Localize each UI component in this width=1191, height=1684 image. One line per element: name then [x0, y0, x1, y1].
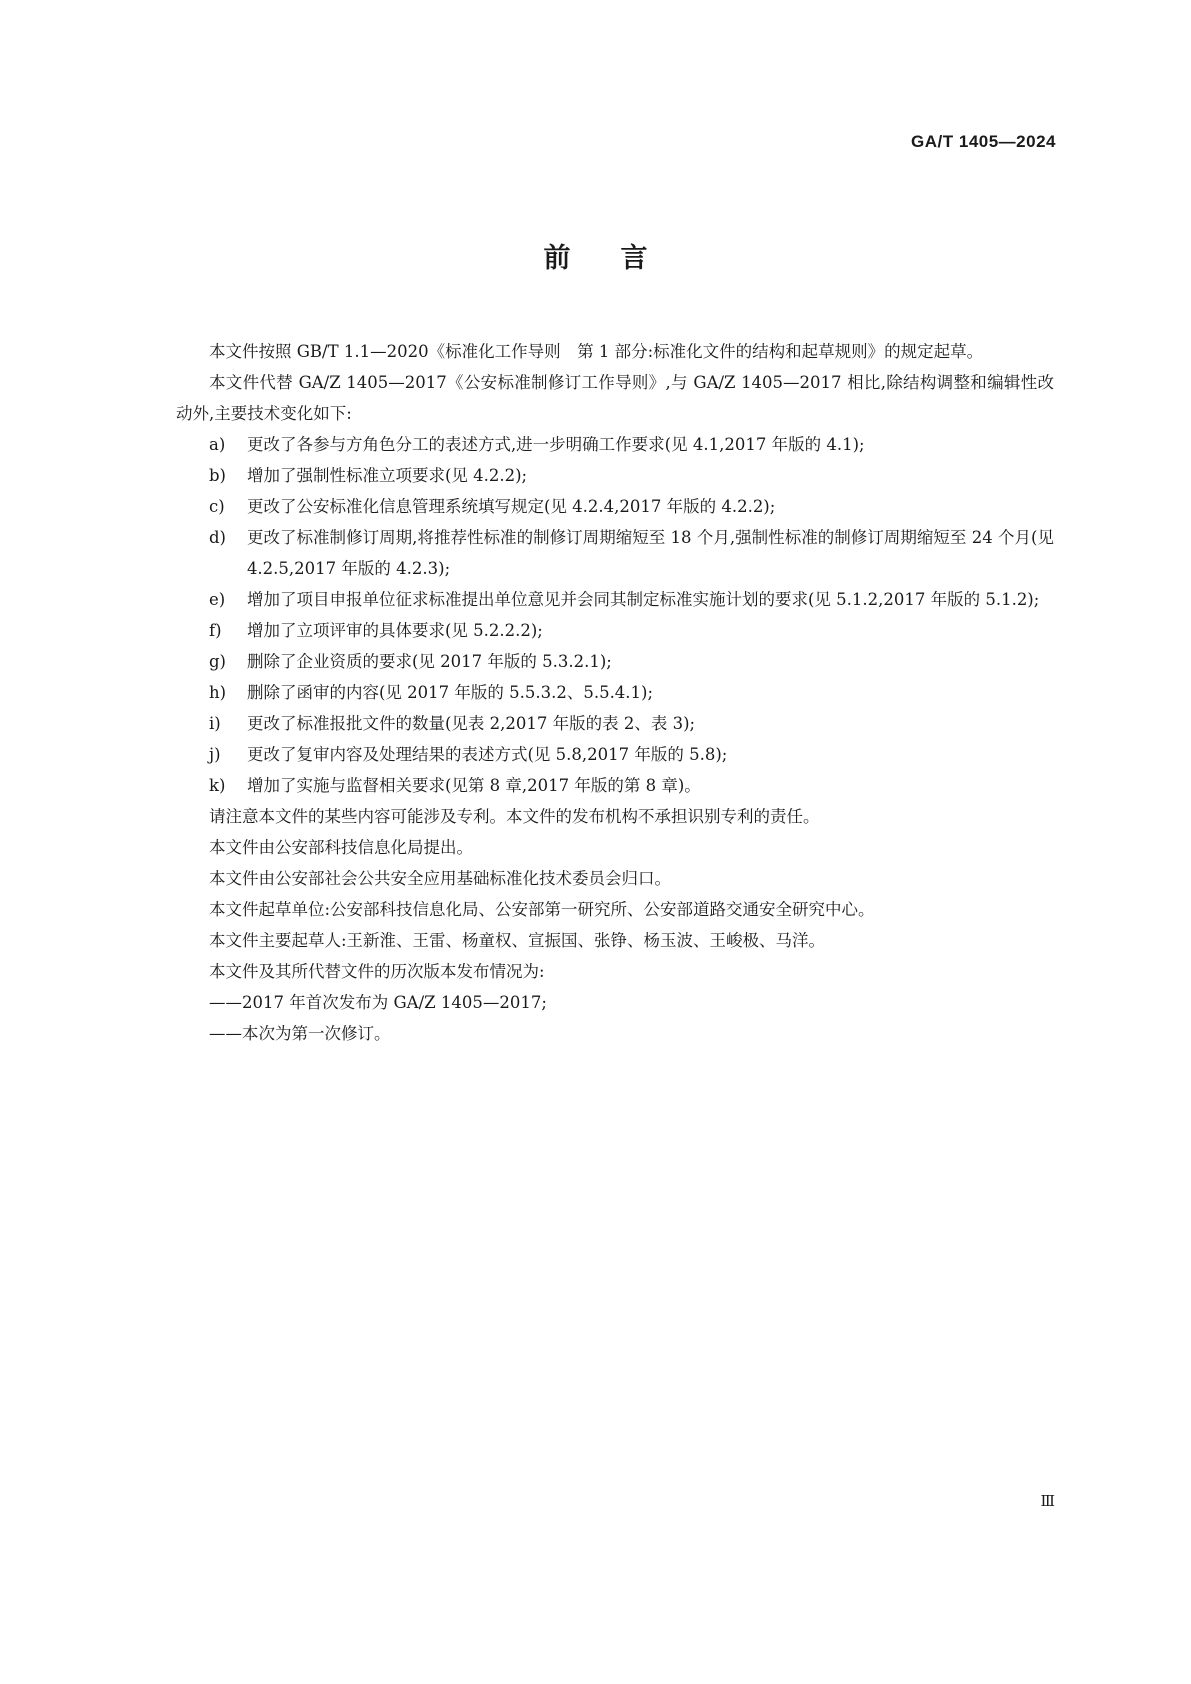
- list-text: 更改了公安标准化信息管理系统填写规定(见 4.2.4,2017 年版的 4.2.2);: [246, 497, 776, 516]
- list-item: [176, 646, 1054, 677]
- list-item: [176, 708, 1054, 739]
- paragraph-drafting-rule: 本文件按照 GB/T 1.1—2020《标准化工作导则 第 1 部分:标准化文件的结构和起草规则》的规定起草。: [209, 342, 984, 361]
- list-marker: i): [209, 714, 221, 733]
- list-marker: g): [209, 652, 226, 671]
- list-item: [176, 677, 1054, 708]
- list-marker: h): [209, 683, 227, 702]
- standard-code: GA/T 1405—2024: [911, 132, 1056, 151]
- history-item: ——本次为第一次修订。: [209, 1024, 391, 1043]
- page-number: Ⅲ: [1040, 1492, 1055, 1510]
- list-text: 删除了企业资质的要求(见 2017 年版的 5.3.2.1);: [246, 652, 612, 671]
- list-marker: d): [209, 528, 226, 547]
- list-marker: c): [209, 497, 225, 516]
- list-text: 增加了立项评审的具体要求(见 5.2.2.2);: [246, 621, 543, 640]
- list-text: 更改了标准制修订周期,将推荐性标准的制修订周期缩短至 18 个月,强制性标准的制修订周期缩短至 24 个月(见 4.2.5,2017 年版的 4.2.3);: [246, 528, 1054, 578]
- list-marker: f): [209, 621, 222, 640]
- paragraph-history-intro: 本文件及其所代替文件的历次版本发布情况为:: [209, 962, 545, 981]
- page-title: 前言: [543, 243, 698, 274]
- list-marker: e): [209, 590, 226, 609]
- foreword-body: [176, 336, 1054, 1049]
- list-text: 更改了各参与方角色分工的表述方式,进一步明确工作要求(见 4.1,2017 年版的 4.1);: [246, 435, 865, 454]
- list-text: 删除了函审的内容(见 2017 年版的 5.5.3.2、5.5.4.1);: [246, 683, 654, 702]
- list-item: [176, 522, 1054, 584]
- list-marker: k): [209, 776, 226, 795]
- list-item: [176, 429, 1054, 460]
- history-item: ——2017 年首次发布为 GA/Z 1405—2017;: [209, 993, 547, 1012]
- list-text: 增加了强制性标准立项要求(见 4.2.2);: [246, 466, 528, 485]
- list-item: [176, 491, 1054, 522]
- change-list: [176, 429, 1054, 801]
- paragraph-drafting-units: 本文件起草单位:公安部科技信息化局、公安部第一研究所、公安部道路交通安全研究中心。: [209, 900, 875, 919]
- list-item: [176, 739, 1054, 770]
- list-text: 增加了实施与监督相关要求(见第 8 章,2017 年版的第 8 章)。: [246, 776, 701, 795]
- paragraph-patent-notice: 请注意本文件的某些内容可能涉及专利。本文件的发布机构不承担识别专利的责任。: [209, 807, 820, 826]
- list-text: 更改了标准报批文件的数量(见表 2,2017 年版的表 2、表 3);: [246, 714, 696, 733]
- paragraph-drafters: 本文件主要起草人:王新淮、王雷、杨童权、宣振国、张铮、杨玉波、王峻极、马洋。: [209, 931, 826, 950]
- list-item: [176, 460, 1054, 491]
- paragraph-replacement: 本文件代替 GA/Z 1405—2017《公安标准制修订工作导则》,与 GA/Z 1405—2017 相比,除结构调整和编辑性改动外,主要技术变化如下:: [176, 373, 1054, 423]
- list-item: [176, 584, 1054, 615]
- list-item: [176, 770, 1054, 801]
- list-marker: b): [209, 466, 226, 485]
- paragraph-committee: 本文件由公安部社会公共安全应用基础标准化技术委员会归口。: [209, 869, 671, 888]
- history-list: [176, 987, 1054, 1049]
- list-marker: j): [209, 745, 221, 764]
- list-text: 更改了复审内容及处理结果的表述方式(见 5.8,2017 年版的 5.8);: [246, 745, 728, 764]
- paragraph-proposer: 本文件由公安部科技信息化局提出。: [209, 838, 473, 857]
- list-marker: a): [209, 435, 226, 454]
- list-item: [176, 615, 1054, 646]
- list-text: 增加了项目申报单位征求标准提出单位意见并会同其制定标准实施计划的要求(见 5.1.2,2017 年版的 5.1.2);: [246, 590, 1040, 609]
